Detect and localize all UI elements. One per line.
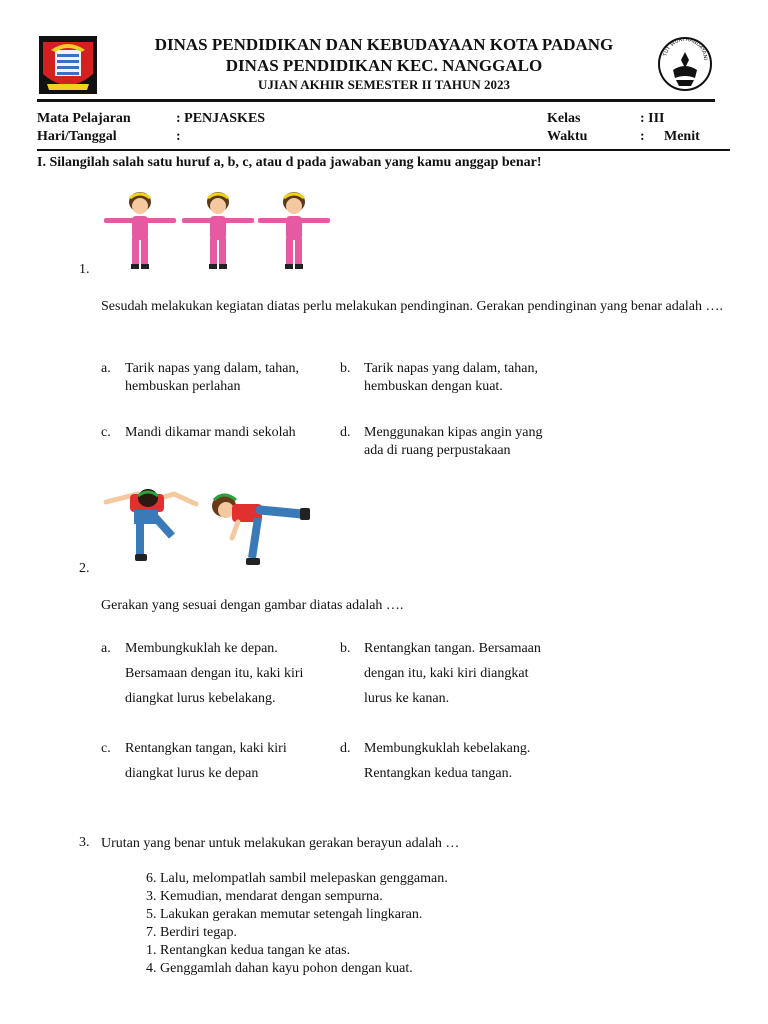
date-value: : xyxy=(176,129,181,144)
instruction: I. Silangilah salah satu huruf a, b, c, atau d pada jawaban yang kamu anggap benar! xyxy=(37,155,542,170)
q3-step: 5. Lakukan gerakan memutar setengah lingkaran. xyxy=(146,907,423,922)
q2-illustration xyxy=(102,486,318,572)
q2-option-d[interactable] xyxy=(340,736,560,811)
tut-wuri-logo-text: TUT WURI HANDAYANI xyxy=(662,36,709,61)
header-line-3: UJIAN AKHIR SEMESTER II TAHUN 2023 xyxy=(258,77,510,92)
girl-figure-3 xyxy=(258,192,330,269)
option-text: Membungkuklah ke depan. Bersamaan dengan itu, kaki kiri diangkat lurus kebelakang. xyxy=(125,641,304,706)
girl-figure-2 xyxy=(182,192,254,269)
header-line-2: DINAS PENDIDIKAN KEC. NANGGALO xyxy=(225,56,543,75)
q3-step: 6. Lalu, melompatlah sambil melepaskan genggaman. xyxy=(146,871,448,886)
option-letter: c. xyxy=(101,741,111,756)
option-text: Rentangkan tangan. Bersamaan dengan itu, kaki kiri diangkat lurus ke kanan. xyxy=(364,641,541,706)
q3-step-list xyxy=(146,870,448,978)
q3-number: 3. xyxy=(79,835,90,850)
padang-logo xyxy=(37,34,99,96)
meta-rule xyxy=(37,149,730,151)
q3-text: Urutan yang benar untuk melakukan gerakan berayun adalah … xyxy=(101,836,460,851)
subject-value: : PENJASKES xyxy=(176,111,266,126)
option-letter: d. xyxy=(340,741,351,756)
option-text: Rentangkan tangan, kaki kiri diangkat lurus ke depan xyxy=(125,741,287,781)
class-value: : III xyxy=(640,111,665,126)
class-label: Kelas xyxy=(547,111,581,126)
header-line-1: DINAS PENDIDIKAN DAN KEBUDAYAAN KOTA PADANG xyxy=(154,35,614,54)
q3-step: 3. Kemudian, mendarat dengan sempurna. xyxy=(146,889,383,904)
time-label: Waktu xyxy=(547,129,588,144)
option-letter: b. xyxy=(340,641,351,656)
q1-illustration xyxy=(102,190,338,276)
q2-option-c[interactable] xyxy=(101,736,321,786)
q3-step: 7. Berdiri tegap. xyxy=(146,925,237,940)
subject-label: Mata Pelajaran xyxy=(37,111,131,126)
girl-balance-figure xyxy=(212,495,310,565)
q3-step: 1. Rentangkan kedua tangan ke atas. xyxy=(146,943,351,958)
q2-text: Gerakan yang sesuai dengan gambar diatas adalah …. xyxy=(101,598,404,613)
tut-wuri-logo xyxy=(656,34,714,94)
q1-option-c[interactable] xyxy=(101,424,321,464)
q1-option-b[interactable] xyxy=(340,360,560,416)
option-letter: c. xyxy=(101,425,111,440)
option-text: Membungkuklah kebelakang. Rentangkan kedua tangan. xyxy=(364,741,531,781)
option-text: Tarik napas yang dalam, tahan, hembuskan perlahan xyxy=(125,361,299,394)
option-letter: d. xyxy=(340,425,351,440)
q1-number: 1. xyxy=(79,262,90,277)
boy-balance-figure xyxy=(106,489,196,561)
option-letter: a. xyxy=(101,361,111,376)
girl-figure-1 xyxy=(104,192,176,269)
q2-number: 2. xyxy=(79,561,90,576)
option-text: Menggunakan kipas angin yang ada di ruang perpustakaan xyxy=(364,425,543,458)
q2-option-a[interactable] xyxy=(101,636,321,736)
header-rule xyxy=(37,99,715,102)
q2-option-b[interactable] xyxy=(340,636,560,711)
time-value: Menit xyxy=(664,129,700,144)
option-letter: a. xyxy=(101,641,111,656)
q1-option-a[interactable] xyxy=(101,360,321,400)
q1-option-d[interactable] xyxy=(340,424,560,480)
q1-text: Sesudah melakukan kegiatan diatas perlu melakukan pendinginan. Gerakan pendinginan yang benar adalah …. xyxy=(101,299,724,314)
option-text: Tarik napas yang dalam, tahan, hembuskan dengan kuat. xyxy=(364,361,538,394)
time-colon: : xyxy=(640,129,645,144)
option-text: Mandi dikamar mandi sekolah xyxy=(125,425,296,440)
option-letter: b. xyxy=(340,361,351,376)
q3-step: 4. Genggamlah dahan kayu pohon dengan kuat. xyxy=(146,961,413,976)
date-label: Hari/Tanggal xyxy=(37,129,117,144)
